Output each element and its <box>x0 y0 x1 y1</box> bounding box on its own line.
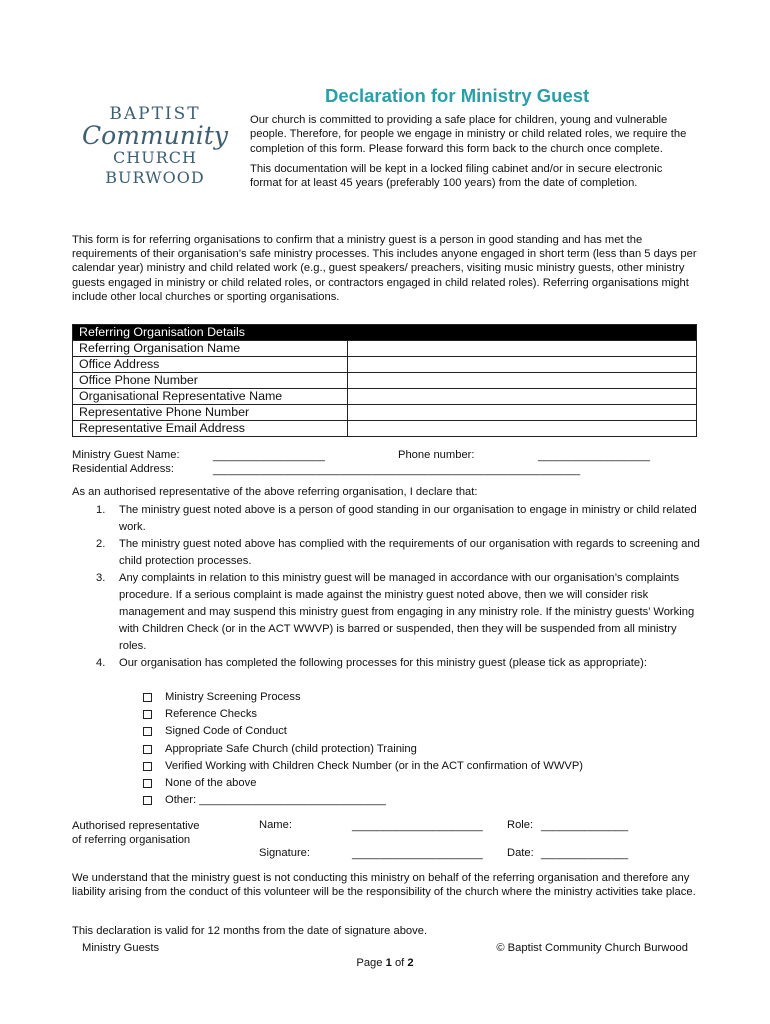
name-field[interactable]: _____________________ <box>352 820 483 832</box>
row-label: Representative Phone Number <box>73 405 348 421</box>
logo-line-community: Community <box>82 121 228 150</box>
logo-line-baptist: BAPTIST <box>109 104 201 124</box>
list-item <box>72 536 702 570</box>
checklist-item <box>72 723 702 740</box>
table-row <box>73 341 697 357</box>
validity-note: This declaration is valid for 12 months from the date of signature above. <box>72 925 428 937</box>
table-row <box>73 357 697 373</box>
table-row <box>73 405 697 421</box>
office-address-field[interactable] <box>348 357 697 373</box>
intro-paragraph: Our church is committed to providing a safe place for children, young and vulnerable people. Therefore, for people we engage in ministry or child related roles, we require the completion of this form. Please forward this form back to the church once complete. <box>250 114 687 155</box>
date-field[interactable]: ______________ <box>541 848 629 860</box>
table-row <box>73 421 697 437</box>
item-text: Any complaints in relation to this ministry guest will be managed in accordance with our organisation’s complaints procedure. If a serious complaint is made against the ministry guest noted above, then we will consider risk management and may suspend this ministry guest from engaging in any ministry role. If the ministry guests’ Working with Children Check (or in the ACT WWVP) is barred or suspended, then they will be suspended from all ministry roles. <box>119 572 695 652</box>
item-number: 4. <box>96 657 106 669</box>
org-name-field[interactable] <box>348 341 697 357</box>
checkbox[interactable] <box>143 693 152 702</box>
rep-label-line: Authorised representative <box>72 820 200 832</box>
process-checklist <box>72 689 702 809</box>
footer-copyright: © Baptist Community Church Burwood <box>496 942 688 954</box>
intro-section <box>250 113 695 196</box>
guest-name-field[interactable]: __________________ <box>213 450 325 462</box>
office-phone-field[interactable] <box>348 373 697 389</box>
rep-email-field[interactable] <box>348 421 697 437</box>
row-label: Office Address <box>73 357 348 373</box>
table-row <box>73 389 697 405</box>
checklist-label: Verified Working with Children Check Number (or in the ACT confirmation of WWVP) <box>165 759 584 772</box>
checklist-label: Appropriate Safe Church (child protection) Training <box>165 742 417 755</box>
page-title: Declaration for Ministry Guest <box>325 85 590 106</box>
checklist-label[interactable]: Other: ______________________________ <box>165 794 386 807</box>
guest-name-label: Ministry Guest Name: <box>72 449 180 461</box>
checkbox[interactable] <box>143 796 152 805</box>
checkbox[interactable] <box>143 710 152 719</box>
intro-paragraph: This documentation will be kept in a locked filing cabinet and/or in secure electronic format for at least 45 years (preferably 100 years) from the date of completion. <box>250 162 663 190</box>
rep-name-field[interactable] <box>348 389 697 405</box>
rep-label-line: of referring organisation <box>72 834 191 846</box>
guest-phone-label: Phone number: <box>398 449 475 461</box>
item-text: Our organisation has completed the following processes for this ministry guest (please tick as appropriate): <box>119 657 647 669</box>
item-number: 3. <box>96 572 106 584</box>
logo-line-burwood: BURWOOD <box>105 168 205 187</box>
item-text: The ministry guest noted above is a person of good standing in our organisation to engage in ministry or child related work. <box>119 504 697 533</box>
list-item <box>72 570 702 655</box>
guest-phone-field[interactable]: __________________ <box>538 450 650 462</box>
checklist-item <box>72 792 702 809</box>
checklist-item <box>72 741 702 758</box>
footer-left: Ministry Guests <box>82 942 160 954</box>
row-label: Organisational Representative Name <box>73 389 348 405</box>
checklist-label: None of the above <box>165 777 257 790</box>
checklist-item <box>72 689 702 706</box>
page-of: of <box>391 957 408 969</box>
item-number: 2. <box>96 538 106 550</box>
signature-label: Signature: <box>259 847 310 859</box>
checkbox[interactable] <box>143 745 152 754</box>
role-field[interactable]: ______________ <box>541 820 629 832</box>
page-current: 1 <box>385 957 392 969</box>
declaration-intro: As an authorised representative of the above referring organisation, I declare that: <box>72 486 478 498</box>
checklist-label: Signed Code of Conduct <box>165 725 287 738</box>
list-item <box>72 502 702 536</box>
row-label: Representative Email Address <box>73 421 348 437</box>
checkbox[interactable] <box>143 762 152 771</box>
item-number: 1. <box>96 504 106 516</box>
name-label: Name: <box>259 819 292 831</box>
row-label: Referring Organisation Name <box>73 341 348 357</box>
page-prefix: Page <box>356 957 386 969</box>
row-label: Office Phone Number <box>73 373 348 389</box>
date-label: Date: <box>507 847 534 859</box>
guest-address-field[interactable]: ___________________________________________________________ <box>213 464 581 476</box>
checklist-item <box>72 775 702 792</box>
referring-organisation-table <box>72 324 697 437</box>
checkbox[interactable] <box>143 779 152 788</box>
rep-phone-field[interactable] <box>348 405 697 421</box>
page-total: 2 <box>407 957 414 969</box>
checkbox[interactable] <box>143 727 152 736</box>
checklist-item <box>72 758 702 775</box>
signature-field[interactable]: _____________________ <box>352 848 483 860</box>
table-header: Referring Organisation Details <box>73 325 697 341</box>
table-row <box>73 373 697 389</box>
declaration-list <box>72 502 702 672</box>
purpose-paragraph: This form is for referring organisations to confirm that a ministry guest is a person in good standing and has met the requirements of their organisation’s safe ministry processes. This includes anyone engaged in short term (less than 5 days per calendar year) ministry and child related work (e.g., guest speakers/ preachers, visiting music ministry guests, other ministry guests engaged in ministry or child related roles, or contractors engaged in child related roles). Referring organisations might include other local churches or sporting organisations. <box>72 234 697 303</box>
guest-address-label: Residential Address: <box>72 463 174 475</box>
rep-label <box>72 819 200 847</box>
logo-line-church: CHURCH <box>113 148 197 167</box>
checklist-label: Ministry Screening Process <box>165 691 301 703</box>
page-number <box>0 957 770 969</box>
list-item <box>72 655 702 672</box>
understanding-paragraph: We understand that the ministry guest is not conducting this ministry on behalf of the referring organisation and therefore any liability arising from the conduct of this volunteer will be the responsibility of the church where the ministry activities take place. <box>72 872 696 899</box>
church-logo <box>80 104 230 188</box>
role-label: Role: <box>507 819 534 831</box>
checklist-label: Reference Checks <box>165 708 258 721</box>
checklist-item <box>72 706 702 723</box>
item-text: The ministry guest noted above has complied with the requirements of our organisation with regards to screening and child protection processes. <box>119 538 700 567</box>
